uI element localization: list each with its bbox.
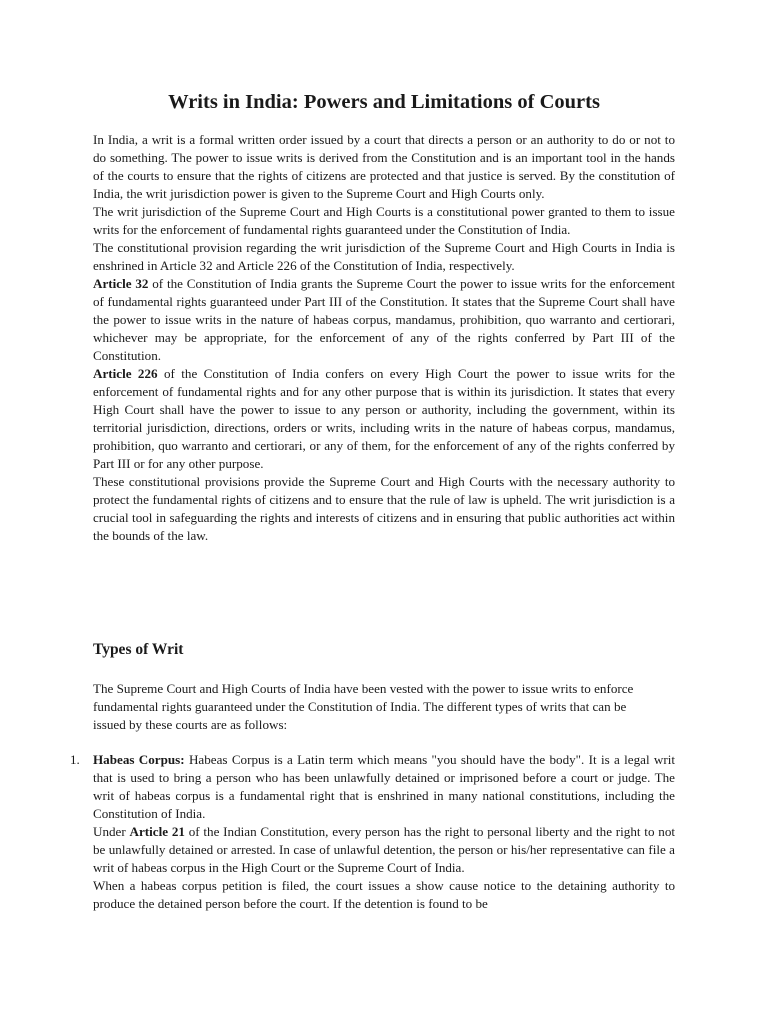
list-number: 1. [70, 752, 80, 767]
article-32-term: Article 32 [93, 276, 149, 291]
article-32-text: of the Constitution of India grants the Supreme Court the power to issue writs for the enforcement of fundamental rights guaranteed under Part III of the Constitution. It states that the Supreme Court shall have the power to issue writs in the nature of habeas corpus, mandamus, prohibition, quo warranto and certiorari, whichever may be appropriate, for the enforcement of any of the rights conferred by Part III of the Constitution. [93, 276, 675, 363]
list-item-body [93, 751, 675, 913]
intro-paragraph-2: The writ jurisdiction of the Supreme Court and High Courts is a constitutional power granted to them to issue writs for the enforcement of fundamental rights guaranteed under the Constitution of India. [93, 204, 675, 237]
habeas-corpus-paragraph-2 [93, 823, 675, 877]
habeas-corpus-text: Habeas Corpus is a Latin term which means "you should have the body". It is a legal writ that is used to bring a person who has been unlawfully detained or imprisoned before a court or judge. The writ of habeas corpus is a fundamental right that is enshrined in many national constitutions, including the Constitution of India. [93, 752, 676, 821]
article-32-paragraph [93, 275, 675, 365]
intro-paragraph-6: These constitutional provisions provide the Supreme Court and High Courts with the necessary authority to protect the fundamental rights of citizens and to ensure that the rule of law is upheld. The writ jurisdiction is a crucial tool in safeguarding the rights and interests of citizens and in ensuring that public authorities act within the bounds of the law. [93, 474, 675, 543]
intro-section [93, 131, 675, 545]
habeas-corpus-paragraph-1 [93, 751, 675, 823]
intro-paragraph-1: In India, a writ is a formal written order issued by a court that directs a person or an authority to do or not to do something. The power to issue writs is derived from the Constitution and is an important tool in the hands of the courts to ensure that the rights of citizens are protected and that justice is served. By the constitution of India, the writ jurisdiction power is given to the Supreme Court and High Courts only. [93, 132, 675, 201]
article-21-text: of the Indian Constitution, every person has the right to personal liberty and the right to not be unlawfully detained or arrested. In case of unlawful detention, the person or his/her representative can file a writ of habeas corpus in the High Court or the Supreme Court of India. [93, 824, 675, 875]
habeas-corpus-under: Under [93, 824, 130, 839]
article-226-term: Article 226 [93, 366, 158, 381]
article-226-text: of the Constitution of India confers on every High Court the power to issue writs for the enforcement of fundamental rights and for any other purpose that is within its jurisdiction. It states that every High Court shall have the power to issue to any person or authority, including the government, within its territorial jurisdiction, directions, orders or writs, including writs in the nature of habeas corpus, mandamus, prohibition, quo warranto and certiorari, or any of them, for the enforcement of any of the rights conferred by Part III or for any other purpose. [93, 366, 675, 471]
document-title: Writs in India: Powers and Limitations of Courts [168, 91, 600, 113]
types-heading: Types of Writ [93, 641, 184, 658]
writ-list [70, 751, 675, 913]
article-226-paragraph [93, 365, 675, 473]
habeas-corpus-paragraph-3: When a habeas corpus petition is filed, the court issues a show cause notice to the detaining authority to produce the detained person before the court. If the detention is found to be [93, 878, 675, 911]
intro-paragraph-3: The constitutional provision regarding the writ jurisdiction of the Supreme Court and High Courts in India is enshrined in Article 32 and Article 226 of the Constitution of India, respectively. [93, 240, 675, 273]
list-item [70, 751, 675, 913]
types-intro-paragraph: The Supreme Court and High Courts of India have been vested with the power to issue writs to enforce fundamental rights guaranteed under the Constitution of India. The different types of writs that can be issued by these courts are as follows: [93, 681, 634, 732]
habeas-corpus-term: Habeas Corpus: [93, 752, 185, 767]
article-21-term: Article 21 [129, 824, 185, 839]
